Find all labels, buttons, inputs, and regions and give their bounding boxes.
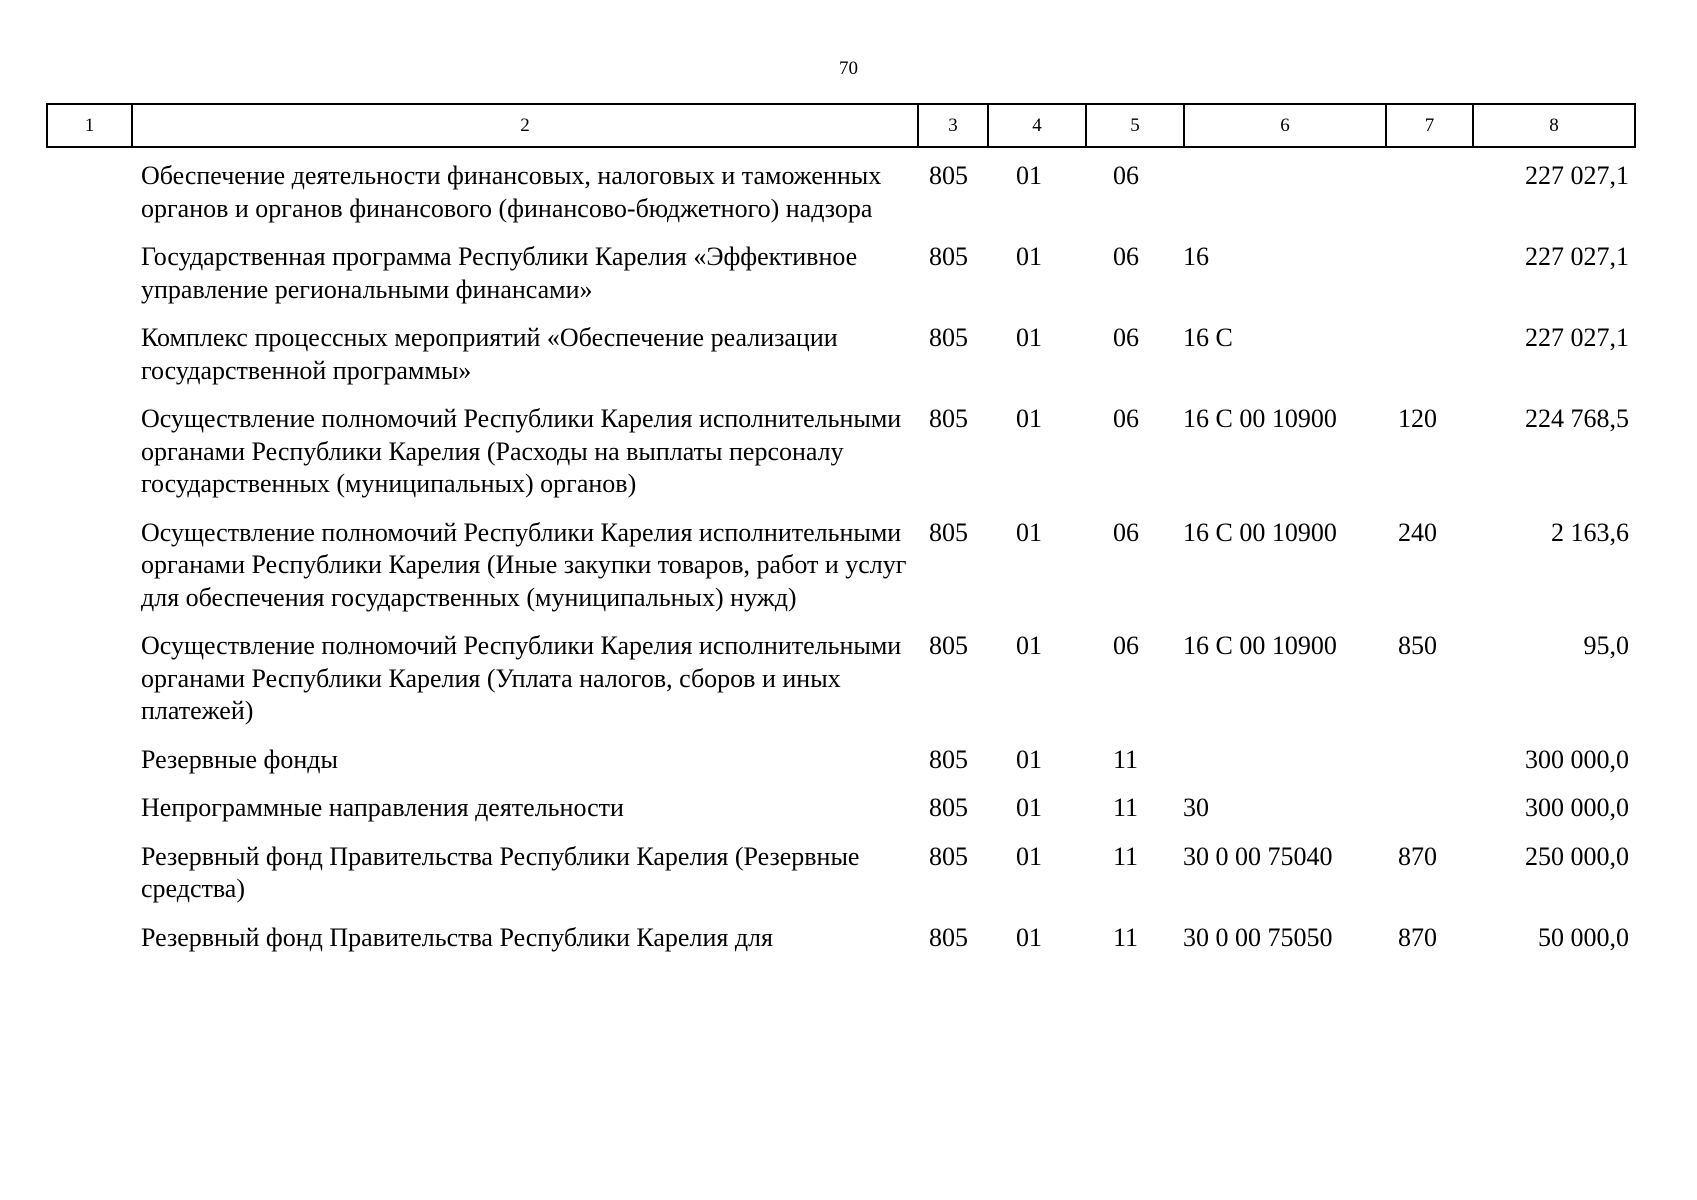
header-col-8: 8: [1474, 103, 1636, 148]
row-col-6: 30 0 00 75050: [1183, 922, 1333, 952]
row-col-4: 01: [1016, 161, 1042, 190]
row-col-4: 01: [1016, 744, 1042, 774]
row-col-8: 227 027,1: [1525, 161, 1629, 190]
row-col-8: 224 768,5: [1525, 404, 1629, 433]
row-col-3: 805: [929, 161, 968, 190]
header-col-5: 5: [1087, 103, 1185, 148]
row-col-6: 16 С 00 10900: [1183, 631, 1337, 660]
table-row: [0, 160, 1697, 225]
row-col-8: 95,0: [1583, 631, 1629, 660]
table-row: [0, 517, 1697, 615]
row-col-5: 11: [1113, 744, 1139, 774]
row-col-5: 11: [1113, 841, 1139, 871]
row-name: Резервный фонд Правительства Республики Карелия для: [141, 922, 773, 952]
row-col-7: 870: [1398, 841, 1437, 871]
row-col-4: 01: [1016, 631, 1042, 660]
row-col-3: 805: [929, 242, 968, 271]
row-col-3: 805: [929, 922, 968, 952]
row-col-8: 250 000,0: [1525, 841, 1629, 871]
row-col-8: 2 163,6: [1551, 517, 1629, 547]
row-name: Осуществление полномочий Республики Карелия исполнительными органами Республики Карелия (Иные закупки товаров, работ и услуг для обеспечения государственных (муниципальных) нужд): [141, 517, 907, 612]
header-col-7: 7: [1387, 103, 1474, 148]
row-col-5: 06: [1113, 404, 1139, 433]
row-col-8: 227 027,1: [1525, 323, 1629, 352]
row-col-5: 06: [1113, 631, 1139, 660]
row-col-4: 01: [1016, 841, 1042, 871]
row-col-7: 240: [1398, 517, 1437, 547]
header-col-4: 4: [989, 103, 1087, 148]
row-col-7: 850: [1398, 631, 1437, 660]
row-col-6: 16: [1183, 242, 1209, 271]
row-col-3: 805: [929, 517, 968, 547]
row-col-5: 06: [1113, 517, 1139, 547]
header-col-1: 1: [46, 103, 133, 148]
row-col-3: 805: [929, 744, 968, 774]
row-col-3: 805: [929, 631, 968, 660]
row-col-7: 870: [1398, 922, 1437, 952]
table-row: [0, 792, 1697, 825]
table-row: [0, 922, 1697, 955]
row-col-6: 16 С 00 10900: [1183, 517, 1337, 547]
row-col-8: 300 000,0: [1525, 793, 1629, 822]
row-col-8: 300 000,0: [1525, 744, 1629, 774]
row-name: Резервный фонд Правительства Республики Карелия (Резервные средства): [141, 841, 860, 903]
row-col-4: 01: [1016, 517, 1042, 547]
row-col-6: 30: [1183, 793, 1209, 822]
table-row: [0, 744, 1697, 777]
table-body: [0, 160, 1697, 970]
row-col-4: 01: [1016, 922, 1042, 952]
row-col-5: 06: [1113, 323, 1139, 352]
row-col-6: 30 0 00 75040: [1183, 841, 1333, 871]
row-col-4: 01: [1016, 404, 1042, 433]
row-col-6: 16 С: [1183, 323, 1233, 352]
row-name: Непрограммные направления деятельности: [141, 793, 624, 822]
row-name: Осуществление полномочий Республики Карелия исполнительными органами Республики Карелия (Уплата налогов, сборов и иных платежей): [141, 631, 902, 725]
table-row: [0, 630, 1697, 728]
table-row: [0, 241, 1697, 306]
row-col-5: 06: [1113, 161, 1139, 190]
row-col-8: 50 000,0: [1538, 922, 1629, 952]
header-col-2: 2: [133, 103, 919, 148]
header-col-6: 6: [1185, 103, 1387, 148]
row-name: Обеспечение деятельности финансовых, налоговых и таможенных органов и органов финансового (финансово-бюджетного) надзора: [141, 161, 882, 223]
table-header: [46, 103, 1636, 148]
page-number: 70: [839, 58, 858, 79]
row-col-5: 06: [1113, 242, 1139, 271]
row-col-4: 01: [1016, 793, 1042, 822]
row-col-7: 120: [1398, 404, 1437, 433]
row-name: Осуществление полномочий Республики Карелия исполнительными органами Республики Карелия (Расходы на выплаты персоналу государственных (муниципальных) органов): [141, 404, 902, 498]
row-name: Государственная программа Республики Карелия «Эффективное управление региональными финансами»: [141, 242, 858, 304]
row-col-8: 227 027,1: [1525, 242, 1629, 271]
row-col-5: 11: [1113, 922, 1139, 952]
row-col-6: 16 С 00 10900: [1183, 404, 1337, 433]
header-col-3: 3: [919, 103, 989, 148]
table-row: [0, 841, 1697, 906]
row-name: Комплекс процессных мероприятий «Обеспечение реализации государственной программы»: [141, 323, 838, 385]
row-col-4: 01: [1016, 242, 1042, 271]
table-row: [0, 322, 1697, 387]
row-name: Резервные фонды: [141, 744, 338, 774]
row-col-5: 11: [1113, 793, 1139, 822]
row-col-3: 805: [929, 793, 968, 822]
row-col-3: 805: [929, 841, 968, 871]
row-col-3: 805: [929, 323, 968, 352]
row-col-3: 805: [929, 404, 968, 433]
row-col-4: 01: [1016, 323, 1042, 352]
table-row: [0, 403, 1697, 501]
